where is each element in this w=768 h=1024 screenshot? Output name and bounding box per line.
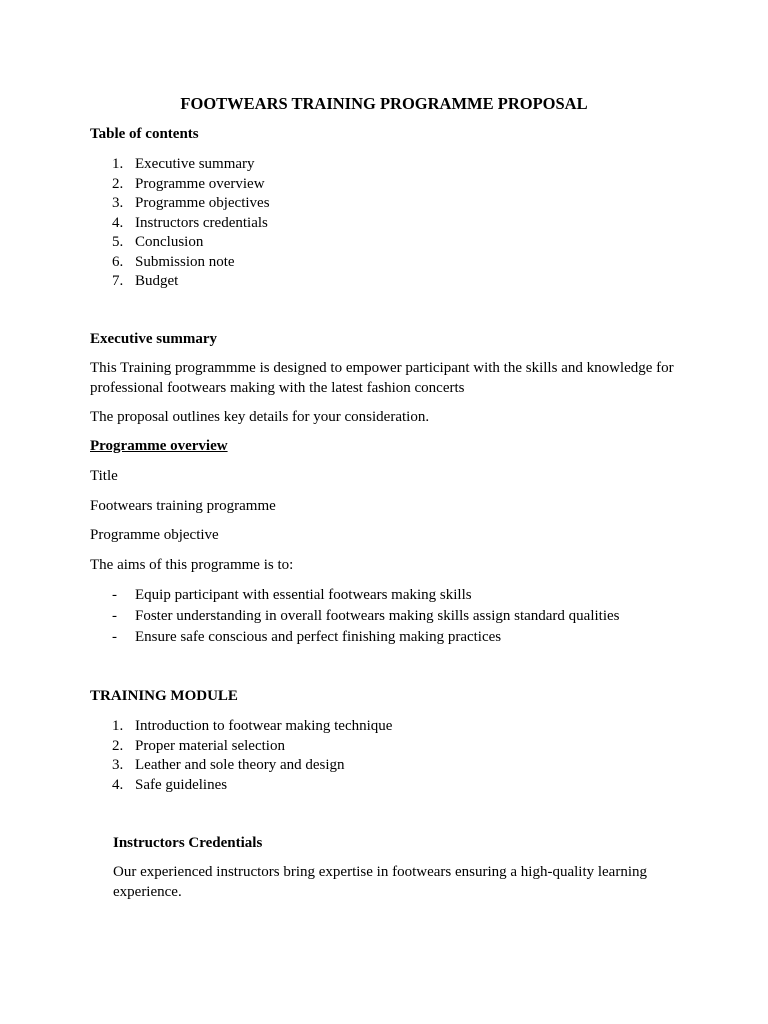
aim-text: Foster understanding in overall footwears making skills assign standard qualities xyxy=(135,608,620,624)
aims-intro: The aims of this programme is to: xyxy=(90,557,294,573)
list-dash: - xyxy=(112,587,117,603)
list-number: 7. xyxy=(112,273,124,289)
list-item xyxy=(90,253,270,273)
list-item xyxy=(90,214,270,234)
aim-text: Ensure safe conscious and perfect finishing making practices xyxy=(135,629,502,645)
list-item xyxy=(90,194,270,214)
title-label: Title xyxy=(90,468,118,484)
toc-heading: Table of contents xyxy=(90,126,199,142)
list-item xyxy=(90,175,270,195)
module-item-text: Safe guidelines xyxy=(135,776,228,793)
toc-item-text: Instructors credentials xyxy=(135,214,268,231)
list-item xyxy=(90,756,392,776)
toc-item-text: Programme objectives xyxy=(135,195,270,211)
aims-list xyxy=(90,585,620,648)
list-dash: - xyxy=(112,629,117,645)
training-module-heading: TRAINING MODULE xyxy=(90,688,238,704)
module-item-text: Proper material selection xyxy=(135,737,285,754)
instructors-paragraph: Our experienced instructors bring expertise in footwears ensuring a high-quality learning experience. xyxy=(113,864,648,900)
toc-item-text: Executive summary xyxy=(135,156,255,172)
programme-objective-label: Programme objective xyxy=(90,527,219,543)
toc-list xyxy=(90,155,270,292)
executive-summary-paragraph: This Training programmme is designed to empower participant with the skills and knowledge for professional footwears making with the latest fashion concerts xyxy=(90,360,674,396)
list-number: 1. xyxy=(112,718,124,734)
list-item xyxy=(90,717,392,737)
toc-item-text: Budget xyxy=(135,273,179,289)
list-number: 4. xyxy=(112,214,124,231)
list-item xyxy=(90,585,620,606)
list-item xyxy=(90,606,620,627)
toc-item-text: Programme overview xyxy=(135,175,265,192)
list-item xyxy=(90,155,270,175)
list-number: 1. xyxy=(112,156,124,172)
module-item-text: Leather and sole theory and design xyxy=(135,757,345,773)
list-number: 2. xyxy=(112,737,124,754)
list-item xyxy=(90,272,270,292)
title-value: Footwears training programme xyxy=(90,498,276,514)
list-item xyxy=(90,776,392,796)
list-number: 3. xyxy=(112,195,124,211)
proposal-note-paragraph: The proposal outlines key details for your consideration. xyxy=(90,409,430,425)
list-number: 6. xyxy=(112,253,124,270)
list-number: 4. xyxy=(112,776,124,793)
training-module-list xyxy=(90,717,392,795)
module-item-text: Introduction to footwear making technique xyxy=(135,718,393,734)
instructors-heading: Instructors Credentials xyxy=(113,835,263,851)
list-item xyxy=(90,737,392,757)
list-item xyxy=(90,233,270,253)
document-title: FOOTWEARS TRAINING PROGRAMME PROPOSAL xyxy=(180,94,588,113)
toc-item-text: Conclusion xyxy=(135,234,204,250)
toc-item-text: Submission note xyxy=(135,253,235,270)
list-item xyxy=(90,627,620,648)
executive-summary-heading: Executive summary xyxy=(90,331,218,347)
programme-overview-heading: Programme overview xyxy=(90,438,228,454)
list-number: 3. xyxy=(112,757,124,773)
aim-text: Equip participant with essential footwears making skills xyxy=(135,587,472,603)
list-dash: - xyxy=(112,608,117,624)
list-number: 2. xyxy=(112,175,124,192)
list-number: 5. xyxy=(112,234,124,250)
